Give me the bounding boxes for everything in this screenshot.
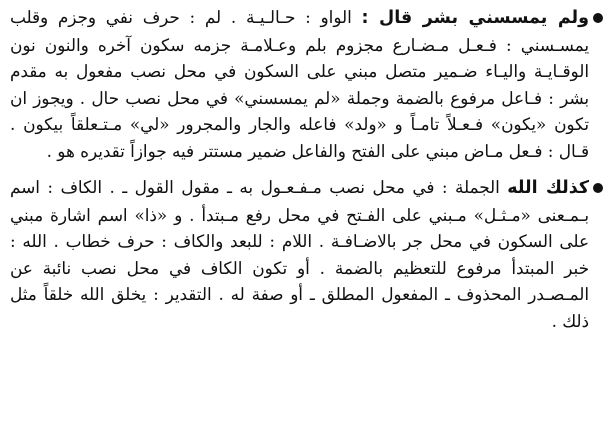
entry-paragraph <box>10 4 589 164</box>
bullet-icon <box>593 183 603 193</box>
bullet-icon <box>593 13 603 23</box>
entry-paragraph <box>10 174 589 334</box>
entry-body: الجملة : في محل نصب مـفـعـول به ـ مقول القول ـ . الكاف : اسم بـمـعنى «مـثـل» مـبني على الفـتح في محل رفع مـبتدأ . و «ذا» اسم اشارة مبني على السكون في محل جر بالاضـافـة . اللام : للبعد والكاف : حرف خطاب . الله : خبر المبتدأ مرفوع للتعظيم بالضمة . أو تكون الكاف في محل نصب نائبة عن المـصـدر المحذوف ـ المفعول المطلق ـ أو صفة له . التقدير : يخلق الله خلقاً مثل ذلك . <box>10 177 589 331</box>
entry-heading: كذلك الله <box>507 178 589 198</box>
entry-body: الواو : حـالـيـة . لم : حرف نفي وجزم وقلب يمسـسني : فـعـل مـضـارع مجزوم بلم وعـلامـة جزمه سكون آخره والنون نون الوقـايـة واليـاء ضـمير متصل مبني على السكون في محل نصب مفعول به مقدم بشر : فـاعل مرفوع بالضمة وجملة «لم يمسسني» في محل نصب حال . ويجوز ان تكون «يكون» فـعـلاً تامـاً و «ولد» فاعله والجار والمجرور «لي» مـتـعلقاً بيكون . قـال : فـعل مـاض مبني على الفتح والفاعل ضمير مستتر فيه جوازاً تقديره هو . <box>10 7 589 161</box>
entry-1 <box>10 4 603 164</box>
entry-heading: ولم يمسسني بشر قال : <box>361 8 589 28</box>
entry-2 <box>10 174 603 334</box>
